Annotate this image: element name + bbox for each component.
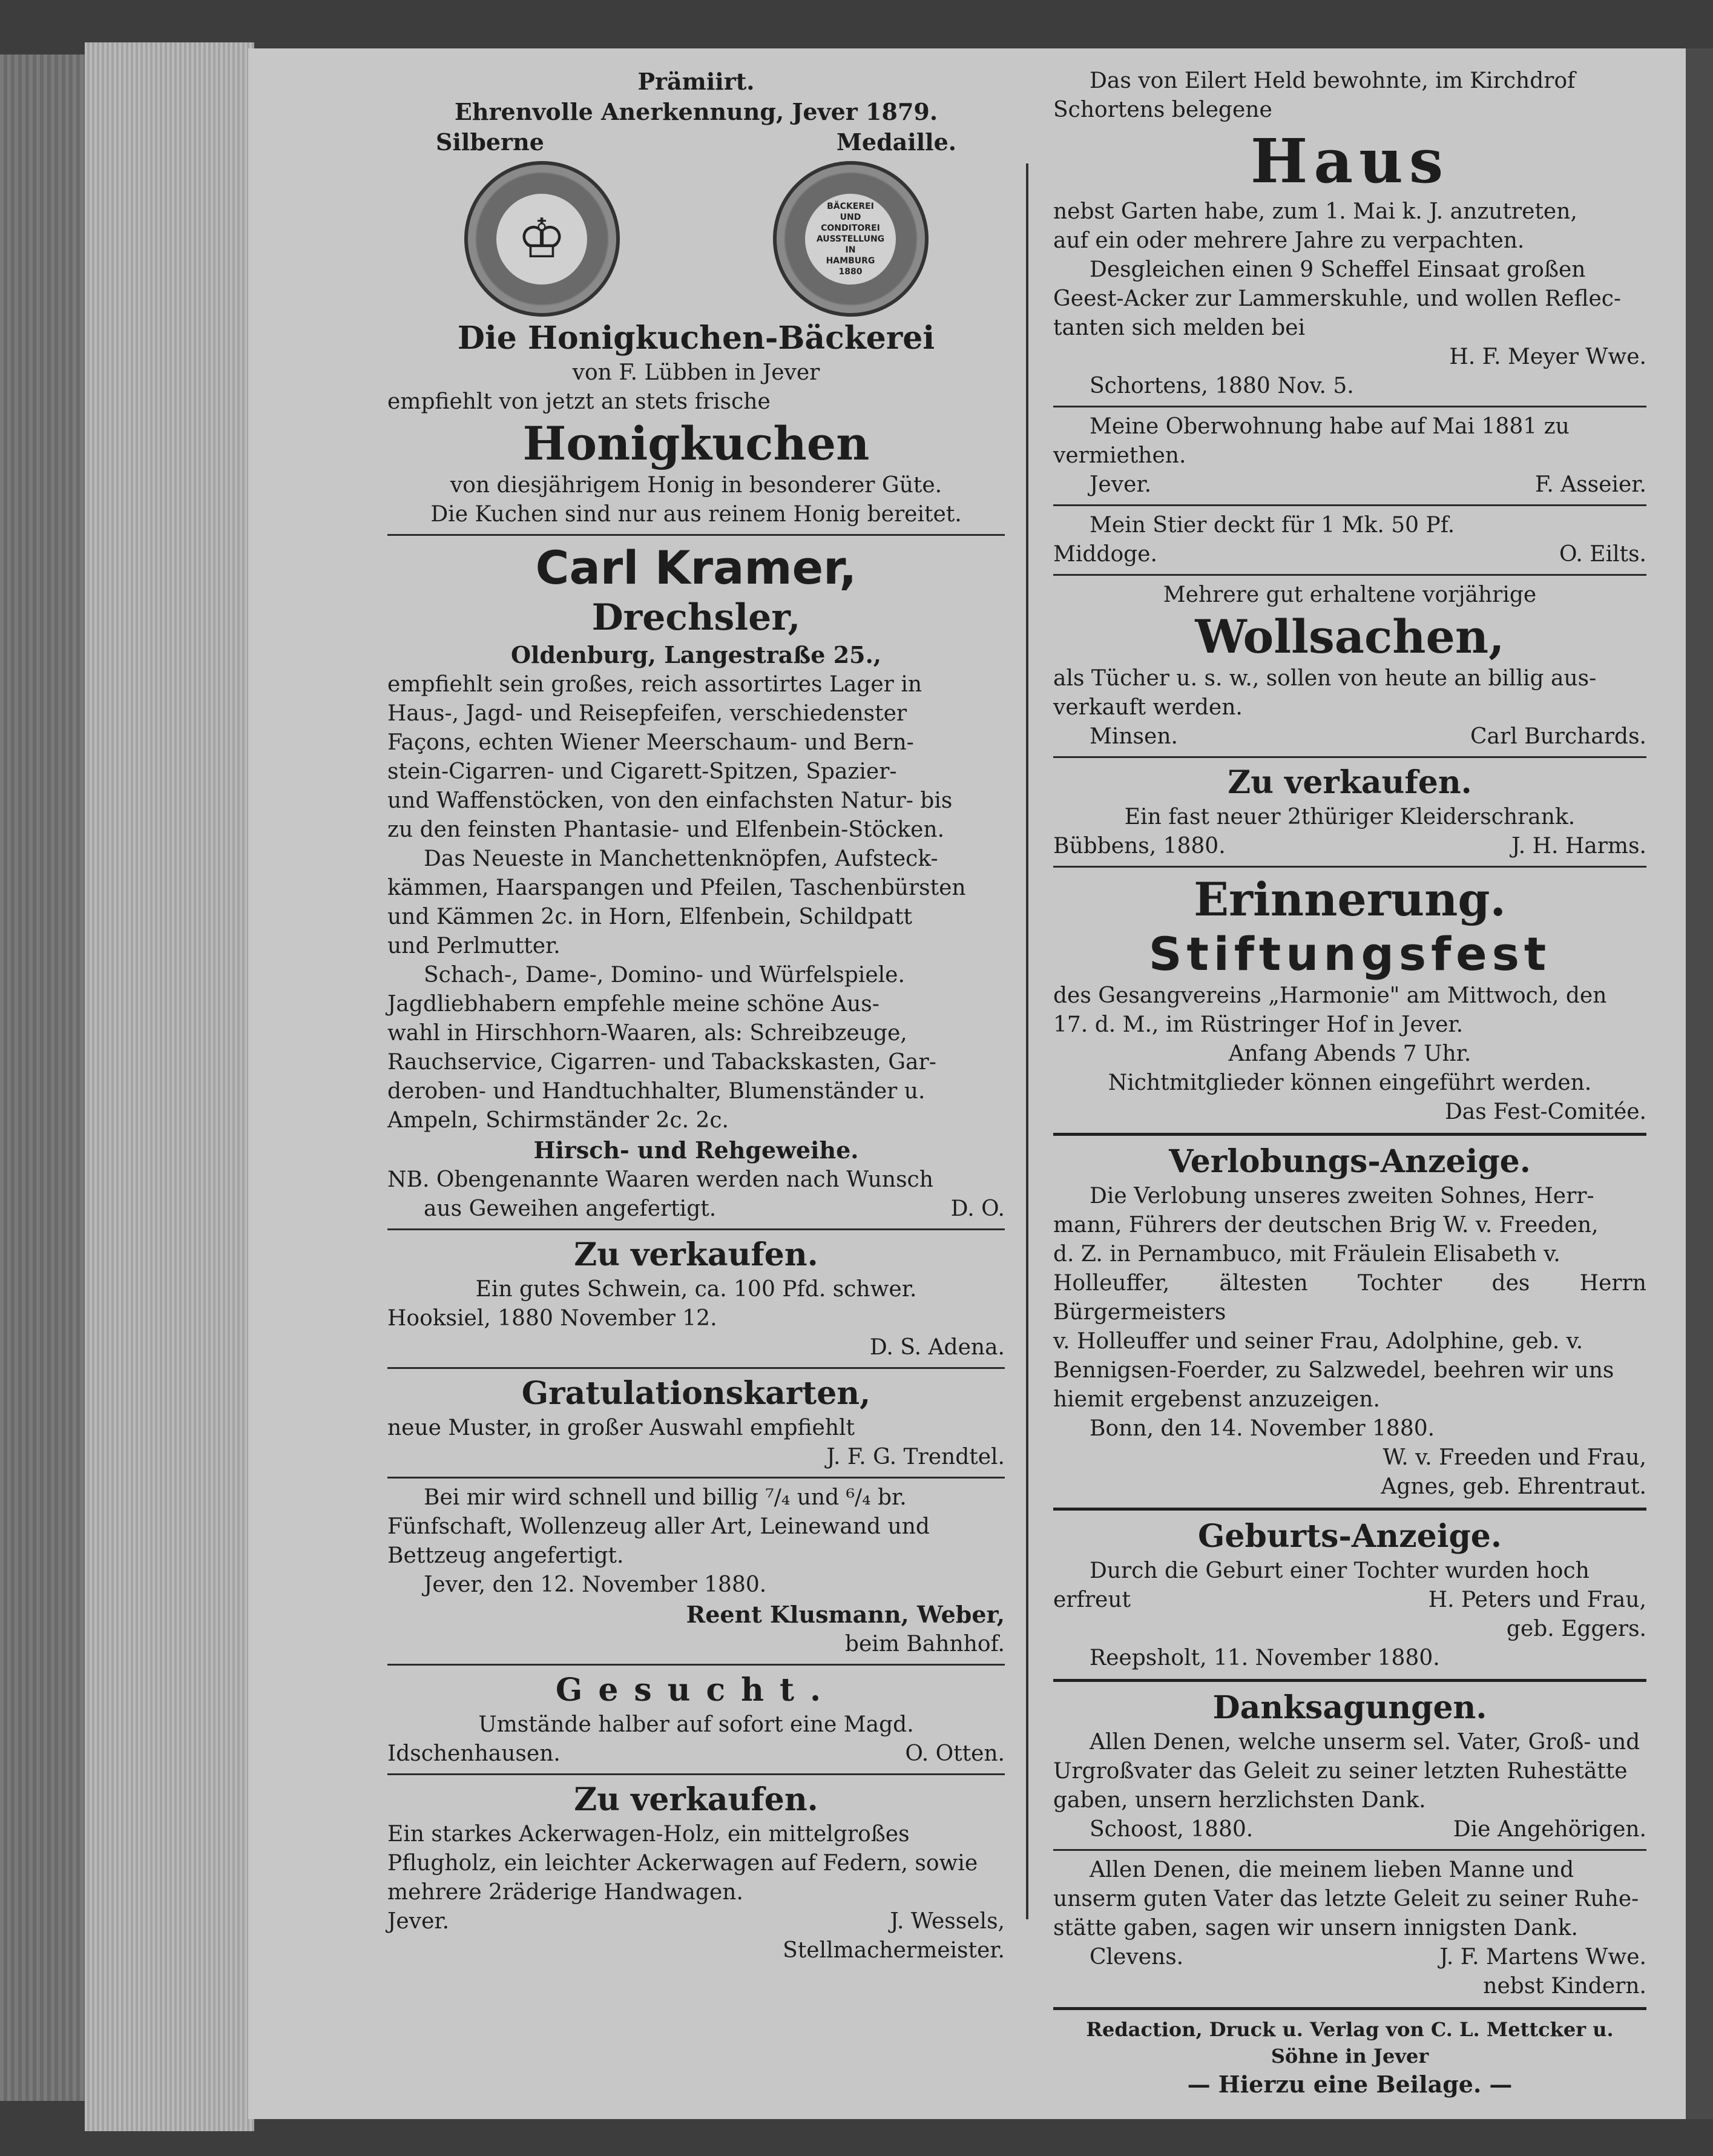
- meyer-signature: H. F. Meyer Wwe.: [1449, 344, 1646, 369]
- kramer-body: empfiehlt sein großes, reich assortirtes Lager in Haus-, Jagd- und Reisepfeifen, verschiedenster Façons, echten Wiener Meerschaum- und Bern- stein-Cigarren- und Cigarett-Spitzen, Spazier- und Waffenstöcken, von den einfachsten Natur- bis zu den feinsten Phantasie- und Elfenbein-Stöcken. Das Neueste in Manchettenknöpfen, Aufsteck- kämmen, Haarspangen und Pfeilen, Taschenbürsten und Kämmen 2c. in Horn, Elfenbein, Schildpatt und Perlmutter. Schach-, Dame-, Domino- und Würfelspiele. Jagdliebhabern empfehle meine schöne Aus- wahl in Hirschhorn-Waaren, als: Schreibzeuge, Rauchservice, Cigarren- und Tabackskasten, Gar- deroben- und Handtuchhalter, Blumenständer u. Ampeln, Schirmständer 2c. 2c.: [387, 672, 966, 1133]
- otten-signature: O. Otten.: [905, 1741, 1005, 1766]
- hooksiel-line: Hooksiel, 1880 November 12.: [387, 1306, 717, 1331]
- book-edge: [0, 54, 85, 2101]
- eilts-signature: O. Eilts.: [1559, 542, 1646, 567]
- wessels-signature: J. Wessels,: [890, 1909, 1005, 1934]
- gesucht-title: Gesucht.: [555, 1672, 837, 1709]
- kramer-name: Carl Kramer,: [535, 541, 857, 595]
- verlobung-ad: Verlobungs-Anzeige. Die Verlobung unseres zweiten Sohnes, Herr- mann, Führers der deutschen Brig W. v. Freeden, d. Z. in Pernambuco, mit Fräulein Elisabeth v. Holleuffer, ältesten Tochter des Herrn Bürgermeisters v. Holleuffer und seiner Frau, Adolphine, geb. v. Bennigsen-Foerder, zu Salzwedel, beehren wir uns hiemit ergebenst anzuzeigen. Bonn, den 14. November 1880. W. v. Freeden und Frau, Agnes, geb. Ehrentraut.: [1053, 1142, 1646, 1502]
- zu-verkaufen-r: Zu verkaufen.: [1228, 764, 1472, 801]
- page-stack: [85, 42, 254, 2131]
- jever-label-r: Jever.: [1090, 472, 1152, 497]
- nichtmitglieder-line: Nichtmitglieder können eingeführt werden.: [1108, 1070, 1592, 1095]
- stier-ad: [1053, 511, 1646, 569]
- schwein-ad: [387, 1235, 1005, 1362]
- redaction-imprint: Redaction, Druck u. Verlag von C. L. Mettcker u. Söhne in Jever: [1086, 2018, 1614, 2068]
- angehoerigen-signature: Die Angehörigen.: [1453, 1817, 1646, 1842]
- danksagung-ad: Danksagungen. Allen Denen, welche unserm sel. Vater, Groß- und Urgroßvater das Geleit zu seiner letzten Ruhestätte gaben, unsern herzlichsten Dank. Schoost, 1880. Die Angehörigen. Allen Denen, die meinem lieben Manne und unserm guten Vater das letzte Geleit zu seiner Ruhe- stätte gaben, sagen wir unsern innigsten Dank. Clevens. J. F. Martens Wwe. nebst Kindern.: [1053, 1688, 1646, 2001]
- nb-line: NB. Obengenannte Waaren werden nach Wunsch: [387, 1167, 933, 1192]
- jever-label: Jever.: [387, 1909, 450, 1934]
- mehrere-line: Mehrere gut erhaltene vorjährige: [1163, 582, 1537, 607]
- jever-date: Jever, den 12. November 1880.: [424, 1572, 767, 1597]
- stiftungsfest-ad: Erinnerung. Stiftungsfest des Gesangvereins „Harmonie" am Mittwoch, den 17. d. M., im Rüstringer Hof in Jever. Anfang Abends 7 Uhr. Nichtmitglieder können eingeführt werden. Das Fest-Comitée.: [1053, 872, 1646, 1127]
- stellmacher: Stellmachermeister.: [783, 1938, 1005, 1963]
- magd-line: Umstände halber auf sofort eine Magd.: [478, 1712, 914, 1737]
- silberne-label: Silberne: [436, 128, 544, 156]
- medals: [387, 161, 1005, 312]
- schortens-date: Schortens, 1880 Nov. 5.: [1090, 374, 1354, 398]
- geburt-line: Durch die Geburt einer Tochter wurden hoch: [1090, 1558, 1590, 1583]
- ackerwagen-ad: Zu verkaufen. Ein starkes Ackerwagen-Holz, ein mittelgroßes Pflugholz, ein leichter Ackerwagen auf Federn, sowie mehrere 2räderige Handwagen. Jever. J. Wessels, Stellmachermeister.: [387, 1780, 1005, 1965]
- column-divider: [1026, 163, 1028, 1919]
- wollsachen-ad: Mehrere gut erhaltene vorjährige Wollsachen, als Tücher u. s. w., sollen von heute an billig aus- verkauft werden. Minsen. Carl Burchards.: [1053, 581, 1646, 751]
- freeden-signature: W. v. Freeden und Frau,: [1383, 1445, 1646, 1470]
- kindern-signature: nebst Kindern.: [1483, 1974, 1646, 1999]
- zu-verkaufen-1: Zu verkaufen.: [574, 1236, 818, 1273]
- agnes-signature: Agnes, geb. Ehrentraut.: [1381, 1474, 1646, 1499]
- asseier-signature: F. Asseier.: [1534, 472, 1646, 497]
- schoost-date: Schoost, 1880.: [1090, 1817, 1254, 1842]
- buebbens: Bübbens, 1880.: [1053, 834, 1226, 859]
- haus-ad: Das von Eilert Held bewohnte, im Kirchdrof Schortens belegene Haus nebst Garten habe, zum 1. Mai k. J. anzutreten, auf ein oder mehrere Jahre zu verpachten. Desgleichen einen 9 Scheffel Einsaat großen Geest-Acker zur Lammerskuhle, und wollen Reflec- tanten sich melden bei H. F. Meyer Wwe. Schortens, 1880 Nov. 5.: [1053, 67, 1646, 401]
- honig-title: Die Honigkuchen-Bäckerei: [457, 320, 935, 357]
- crest-icon: ♔: [496, 194, 587, 285]
- left-column: [387, 67, 1005, 1965]
- diesjaehrig-line: von diesjährigem Honig in besonderer Güte.: [450, 473, 942, 498]
- eggers-signature: geb. Eggers.: [1506, 1617, 1646, 1641]
- burchards-signature: Carl Burchards.: [1470, 724, 1646, 749]
- muster-line: neue Muster, in großer Auswahl empfiehlt: [387, 1416, 855, 1440]
- schwein-line: Ein gutes Schwein, ca. 100 Pfd. schwer.: [475, 1277, 917, 1302]
- gratulation-title: Gratulationskarten,: [521, 1375, 871, 1412]
- klusmann-signature: Reent Klusmann, Weber,: [686, 1601, 1005, 1628]
- peters-signature: H. Peters und Frau,: [1428, 1587, 1646, 1612]
- erfreut: erfreut: [1053, 1587, 1131, 1612]
- page-gutter: [1686, 48, 1713, 2119]
- martens-signature: J. F. Martens Wwe.: [1439, 1945, 1646, 1970]
- danksagungen-title: Danksagungen.: [1212, 1689, 1487, 1726]
- drechsler: Drechsler,: [591, 596, 801, 639]
- weber-ad: Bei mir wird schnell und billig ⁷/₄ und ⁶/₄ br. Fünfschaft, Wollenzeug aller Art, Leinewand und Bettzeug angefertigt. Jever, den 12. November 1880. Reent Klusmann, Weber, beim Bahnhof.: [387, 1483, 1005, 1659]
- haus-heading: Haus: [1250, 125, 1450, 197]
- comitee-signature: Das Fest-Comitée.: [1444, 1099, 1646, 1124]
- honigkuchen-heading: Honigkuchen: [522, 417, 870, 470]
- minsen: Minsen.: [1090, 724, 1178, 749]
- right-column: [1053, 67, 1646, 2100]
- trendtel-signature: J. F. G. Trendtel.: [826, 1445, 1005, 1469]
- empfiehlt-line: empfiehlt von jetzt an stets frische: [387, 389, 771, 414]
- ehren-anerkennung: Ehrenvolle Anerkennung, Jever 1879.: [454, 98, 938, 125]
- stiftungsfest-heading: Stiftungsfest: [1148, 927, 1551, 981]
- beilage-note: — Hierzu eine Beilage. —: [1187, 2071, 1513, 2098]
- honigkuchen-ad: [387, 67, 1005, 529]
- bonn-date: Bonn, den 14. November 1880.: [1090, 1416, 1435, 1441]
- adena-signature: D. S. Adena.: [869, 1335, 1005, 1360]
- nb-line-2: aus Geweihen angefertigt.: [424, 1196, 717, 1221]
- nb-signature: D. O.: [950, 1196, 1005, 1221]
- gesucht-ad: [387, 1670, 1005, 1769]
- anfang-line: Anfang Abends 7 Uhr.: [1228, 1041, 1471, 1066]
- idschenhausen: Idschenhausen.: [387, 1741, 561, 1766]
- hamburg-medal: [773, 161, 929, 317]
- reepsholt-date: Reepsholt, 11. November 1880.: [1090, 1646, 1440, 1670]
- kleiderschrank-ad: [1053, 763, 1646, 861]
- hirsch-line: Hirsch- und Rehgeweihe.: [533, 1136, 859, 1164]
- oldenburg-address: Oldenburg, Langestraße 25.,: [510, 641, 882, 668]
- schrank-line: Ein fast neuer 2thüriger Kleiderschrank.: [1124, 805, 1576, 829]
- gratulation-ad: [387, 1374, 1005, 1472]
- geburt-ad: [1053, 1517, 1646, 1673]
- middoge: Middoge.: [1053, 542, 1157, 567]
- geburt-title: Geburts-Anzeige.: [1198, 1518, 1502, 1555]
- medaille-label: Medaille.: [836, 128, 956, 156]
- harms-signature: J. H. Harms.: [1511, 834, 1646, 859]
- medal-inscription: BÄCKEREI UND CONDITOREI AUSSTELLUNG IN HAMBURG 1880: [805, 194, 896, 285]
- bahnhof: beim Bahnhof.: [844, 1632, 1005, 1657]
- crest-medal: [464, 161, 620, 317]
- kuchen-rein-line: Die Kuchen sind nur aus reinem Honig bereitet.: [430, 502, 962, 527]
- kramer-ad: [387, 541, 1005, 1224]
- erinnerung-heading: Erinnerung.: [1194, 872, 1506, 926]
- zu-verkaufen-2: Zu verkaufen.: [574, 1781, 818, 1818]
- verlobung-title: Verlobungs-Anzeige.: [1169, 1143, 1531, 1180]
- oberwohnung-ad: Meine Oberwohnung habe auf Mai 1881 zu vermiethen. Jever. F. Asseier.: [1053, 412, 1646, 499]
- wollsachen-heading: Wollsachen,: [1195, 610, 1505, 664]
- praemiirt: Prämiirt.: [637, 68, 755, 95]
- stier-line: Mein Stier deckt für 1 Mk. 50 Pf.: [1090, 513, 1455, 538]
- clevens: Clevens.: [1090, 1945, 1184, 1970]
- von-luebben: von F. Lübben in Jever: [572, 360, 820, 385]
